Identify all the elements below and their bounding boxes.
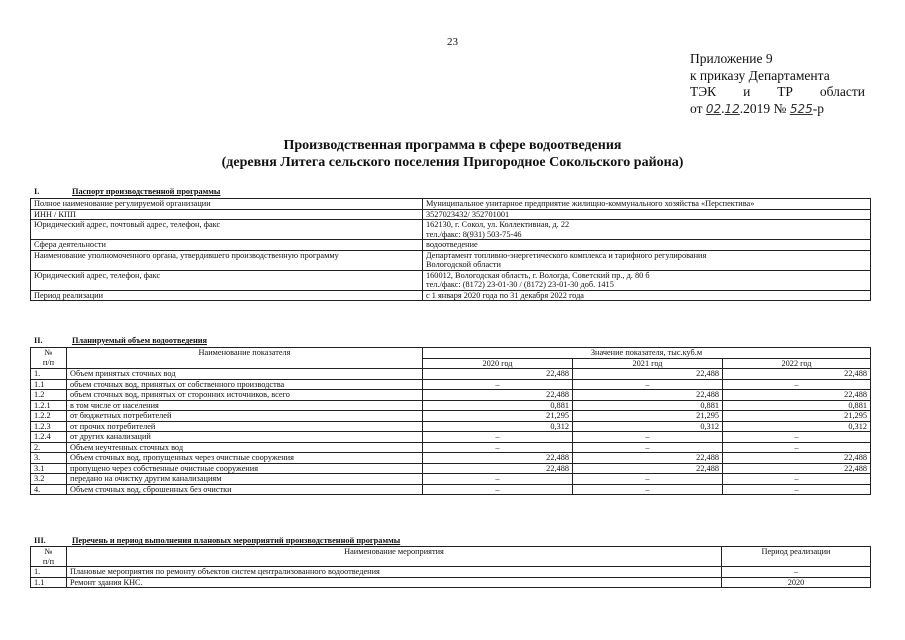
row-name: объем сточных вод, принятых от сторонних источников, всего bbox=[67, 390, 423, 401]
appendix-word: ТР bbox=[777, 84, 793, 99]
table-row bbox=[31, 567, 871, 578]
appendix-word: области bbox=[819, 84, 865, 99]
section-number: II. bbox=[34, 336, 43, 345]
row-number: 1.2.2 bbox=[31, 411, 67, 422]
row-name: от прочих потребителей bbox=[67, 421, 423, 432]
passport-value-line: с 1 января 2020 года по 31 декабря 2022 года bbox=[426, 290, 584, 300]
row-value: 22,488 bbox=[723, 463, 871, 474]
passport-value-line: Вологодской области bbox=[426, 260, 501, 269]
table-row bbox=[31, 442, 871, 453]
row-number: 1.2.4 bbox=[31, 432, 67, 443]
table-row bbox=[31, 270, 871, 290]
row-name: от бюджетных потребителей bbox=[67, 411, 423, 422]
table-row bbox=[31, 220, 871, 240]
row-value: – bbox=[573, 442, 723, 453]
appendix-word: и bbox=[743, 84, 751, 99]
section-title: Перечень и период выполнения плановых мероприятий производственной программы bbox=[72, 536, 401, 545]
table-row bbox=[31, 421, 871, 432]
passport-value-line: Департамент топливно-энергетического комплекса и тарифного регулирования bbox=[426, 250, 707, 260]
order-prefix: от bbox=[690, 100, 703, 116]
section3-heading bbox=[30, 536, 400, 545]
row-value: 0,312 bbox=[573, 421, 723, 432]
row-value: 0,881 bbox=[423, 400, 573, 411]
row-value: – bbox=[423, 484, 573, 495]
passport-value-line: тел./факс: 8(931) 503-75-46 bbox=[426, 229, 522, 239]
year-header: 2020 год bbox=[423, 358, 573, 369]
col-value-header: Значение показателя, тыс.куб.м bbox=[423, 348, 871, 359]
passport-value-line: тел./факс: (8172) 23-01-30 / (8172) 23-01-30 доб. 1415 bbox=[426, 280, 614, 289]
table-row bbox=[31, 379, 871, 390]
row-name: в том числе от населения bbox=[67, 400, 423, 411]
row-number: 4. bbox=[31, 484, 67, 495]
handwritten-day: 02 bbox=[705, 101, 722, 116]
passport-label: Юридический адрес, телефон, факс bbox=[31, 270, 423, 290]
col-name-header: Наименование показателя bbox=[67, 348, 423, 369]
row-name: Плановые мероприятия по ремонту объектов систем централизованного водоотведения bbox=[67, 567, 722, 578]
volume-table bbox=[30, 347, 871, 495]
row-value: 22,488 bbox=[423, 463, 573, 474]
row-value: – bbox=[423, 379, 573, 390]
table-row bbox=[31, 577, 871, 588]
section-title: Паспорт производственной программы bbox=[72, 187, 221, 196]
row-name: пропущено через собственные очистные сооружения bbox=[67, 463, 423, 474]
col-period-header: Период реализации bbox=[722, 547, 871, 567]
appendix-line1: Приложение 9 bbox=[690, 51, 773, 66]
section-number: I. bbox=[34, 187, 40, 196]
row-value: 21,295 bbox=[723, 411, 871, 422]
header-text: № bbox=[44, 348, 53, 357]
measures-table bbox=[30, 546, 871, 588]
passport-value-line: 3527023432/ 352701001 bbox=[426, 209, 510, 219]
col-num-header bbox=[31, 348, 67, 369]
row-number: 3. bbox=[31, 453, 67, 464]
section2-heading bbox=[30, 336, 207, 345]
appendix-block bbox=[690, 51, 865, 117]
row-name: от других канализаций bbox=[67, 432, 423, 443]
document-title bbox=[0, 137, 905, 171]
table-row bbox=[31, 400, 871, 411]
table-row bbox=[31, 453, 871, 464]
table-row bbox=[31, 484, 871, 495]
row-name: Объем принятых сточных вод bbox=[67, 369, 423, 380]
passport-value bbox=[423, 199, 871, 210]
passport-value bbox=[423, 220, 871, 240]
row-period: 2020 bbox=[722, 577, 871, 588]
passport-value bbox=[423, 240, 871, 251]
row-value: 22,488 bbox=[723, 453, 871, 464]
row-number: 1.1 bbox=[31, 379, 67, 390]
appendix-line2: к приказу Департамента bbox=[690, 67, 830, 83]
table-row bbox=[31, 250, 871, 270]
table-row bbox=[31, 209, 871, 220]
passport-value bbox=[423, 270, 871, 290]
row-value: – bbox=[723, 474, 871, 485]
passport-label: Сфера деятельности bbox=[31, 240, 423, 251]
passport-value-line: 160012, Вологодская область, г. Вологда, Советский пр., д. 80 б bbox=[426, 270, 650, 280]
row-value: – bbox=[573, 484, 723, 495]
passport-label: Полное наименование регулируемой организации bbox=[31, 199, 423, 210]
row-value: – bbox=[423, 474, 573, 485]
order-suffix: -р bbox=[812, 100, 824, 116]
row-name: Объем неучтенных сточных вод bbox=[67, 442, 423, 453]
row-value: 21,295 bbox=[573, 411, 723, 422]
handwritten-number: 525 bbox=[789, 101, 813, 116]
passport-value bbox=[423, 250, 871, 270]
year-header: 2021 год bbox=[573, 358, 723, 369]
row-value: 22,488 bbox=[573, 390, 723, 401]
table-row bbox=[31, 474, 871, 485]
passport-table bbox=[30, 198, 871, 301]
section-title: Планируемый объем водоотведения bbox=[72, 336, 207, 345]
row-value: 0,312 bbox=[423, 421, 573, 432]
row-name: Ремонт здания КНС. bbox=[67, 577, 722, 588]
header-text: п/п bbox=[42, 556, 55, 566]
row-value: – bbox=[723, 442, 871, 453]
table-row bbox=[31, 369, 871, 380]
row-value: 22,488 bbox=[723, 369, 871, 380]
table-row bbox=[31, 432, 871, 443]
row-value: 22,488 bbox=[723, 390, 871, 401]
header-text: № bbox=[44, 547, 53, 556]
row-period: – bbox=[722, 567, 871, 578]
row-value: – bbox=[423, 442, 573, 453]
order-year: .2019 № bbox=[739, 100, 787, 116]
passport-value bbox=[423, 290, 871, 301]
row-value: – bbox=[423, 432, 573, 443]
col-num-header bbox=[31, 547, 67, 567]
passport-value-line: 162130, г. Сокол, ул. Коллективная, д. 22 bbox=[426, 220, 570, 229]
row-number: 1.2.3 bbox=[31, 421, 67, 432]
row-value: 0,881 bbox=[723, 400, 871, 411]
row-value: 0,881 bbox=[573, 400, 723, 411]
section1-heading bbox=[30, 187, 220, 196]
row-value: – bbox=[573, 379, 723, 390]
passport-value-line: водоотведение bbox=[426, 240, 478, 249]
table-row bbox=[31, 463, 871, 474]
order-dot: . bbox=[721, 100, 725, 116]
row-value: – bbox=[723, 432, 871, 443]
row-value: 22,488 bbox=[423, 369, 573, 380]
passport-label: Период реализации bbox=[31, 290, 423, 301]
row-value: – bbox=[573, 474, 723, 485]
table-row bbox=[31, 199, 871, 210]
header-text: п/п bbox=[42, 357, 55, 367]
table-row bbox=[31, 390, 871, 401]
handwritten-month: 12 bbox=[724, 101, 740, 116]
row-number: 3.1 bbox=[31, 463, 67, 474]
appendix-line3 bbox=[690, 84, 865, 101]
table-row bbox=[31, 290, 871, 301]
row-value: 22,488 bbox=[573, 463, 723, 474]
appendix-word: ТЭК bbox=[690, 84, 717, 99]
section-number: III. bbox=[34, 536, 46, 545]
row-number: 1.1 bbox=[31, 577, 67, 588]
row-value: 22,488 bbox=[423, 453, 573, 464]
row-number: 2. bbox=[31, 442, 67, 453]
row-value: – bbox=[573, 432, 723, 443]
row-name: Объем сточных вод, сброшенных без очистки bbox=[67, 484, 423, 495]
appendix-line4 bbox=[690, 101, 865, 118]
row-number: 1.2 bbox=[31, 390, 67, 401]
row-number: 3.2 bbox=[31, 474, 67, 485]
passport-label: Юридический адрес, почтовый адрес, телефон, факс bbox=[31, 220, 423, 240]
passport-value-line: Муниципальное унитарное предприятие жилищно-коммунального хозяйства «Перспектива» bbox=[426, 199, 755, 208]
row-name: передано на очистку другим канализациям bbox=[67, 474, 423, 485]
row-value: 22,488 bbox=[573, 369, 723, 380]
year-header: 2022 год bbox=[723, 358, 871, 369]
row-value: 22,488 bbox=[573, 453, 723, 464]
page-number: 23 bbox=[447, 36, 458, 48]
row-number: 1.2.1 bbox=[31, 400, 67, 411]
table-row bbox=[31, 411, 871, 422]
title-line2: (деревня Литега сельского поселения Пригородное Сокольского района) bbox=[221, 155, 684, 170]
row-value: 0,312 bbox=[723, 421, 871, 432]
passport-label: Наименование уполномоченного органа, утвердившего производственную программу bbox=[31, 250, 423, 270]
row-name: объем сточных вод, принятых от собственного производства bbox=[67, 379, 423, 390]
row-number: 1. bbox=[31, 369, 67, 380]
row-value: 22,488 bbox=[423, 390, 573, 401]
col-name-header: Наименование мероприятия bbox=[67, 547, 722, 567]
row-name: Объем сточных вод, пропущенных через очистные сооружения bbox=[67, 453, 423, 464]
row-number: 1. bbox=[31, 567, 67, 578]
row-value: – bbox=[723, 379, 871, 390]
passport-value bbox=[423, 209, 871, 220]
row-value: 21,295 bbox=[423, 411, 573, 422]
title-line1: Производственная программа в сфере водоотведения bbox=[283, 138, 622, 153]
table-row bbox=[31, 240, 871, 251]
row-value: – bbox=[723, 484, 871, 495]
passport-label: ИНН / КПП bbox=[31, 209, 423, 220]
